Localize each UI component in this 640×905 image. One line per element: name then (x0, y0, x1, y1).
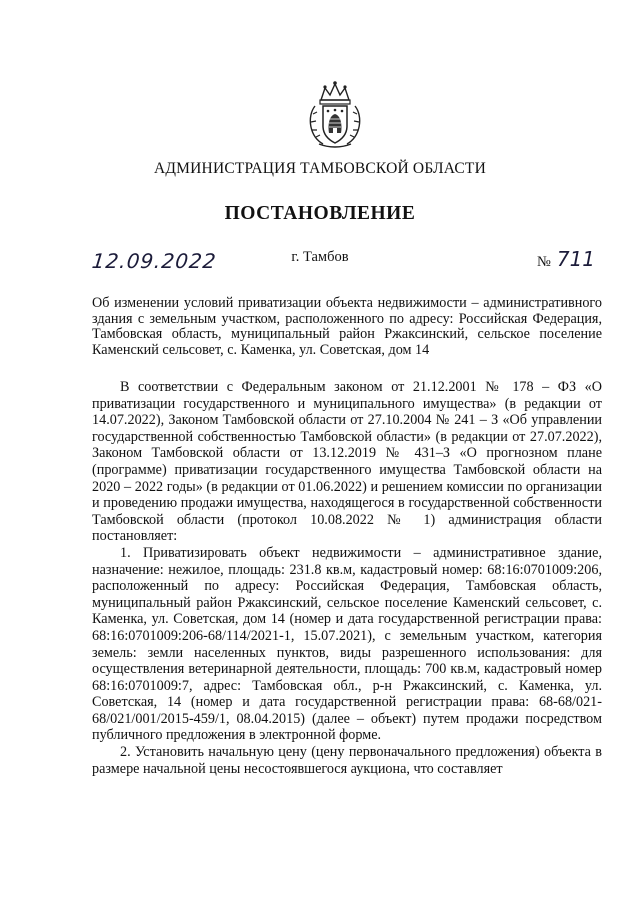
document-city: г. Тамбов (291, 249, 349, 265)
document-type-title: ПОСТАНОВЛЕНИЕ (224, 203, 416, 224)
clause-2: 2. Установить начальную цену (цену первоначального предложения) объекта в размере начальной цены несостоявшегося аукциона, что составляет (92, 744, 602, 777)
issuing-authority: АДМИНИСТРАЦИЯ ТАМБОВСКОЙ ОБЛАСТИ (154, 160, 486, 177)
tambov-coat-of-arms-icon (299, 78, 371, 150)
clause-1: 1. Приватизировать объект недвижимости – административное здание, назначение: нежилое, площадь: 231.8 кв.м, кадастровый номер: 68:16:0701009:206, расположенный по адресу: Российская Федерация, Тамбовская область, муниципальный район Ржаксинский, сельское поселение Каменский сельсовет, с. Каменка, ул. Советская, дом 14 (номер и дата государственной регистрации права: 68:16:0701009:206-68/114/2021-1, 15.07.2021), с земельным участком, категория земель: земли населенных пунктов, виды разрешенного использования: для осуществления ветеринарной деятельности, площадь: 700 кв.м, кадастровый номер 68:16:0701009:7, адрес: Тамбовская обл., р-н Ржаксинский, с. Каменка, ул. Советская, 14 (номер и дата государственной регистрации права: 68-68/021-68/021/001/2015-459/1, 08.04.2015) (далее – объект) путем продажи посредством публичного предложения в электронной форме. (92, 544, 602, 744)
document-date: 12.09.2022 (90, 249, 218, 273)
number-value: 711 (556, 247, 596, 271)
number-sign: № (537, 254, 551, 270)
preamble-paragraph: В соответствии с Федеральным законом от 21.12.2001 № 178 – ФЗ «О приватизации государственного и муниципального имущества» (в редакции от 14.07.2022), Законом Тамбовской области от 27.10.2004 № 241 – З «Об управлении государственной собственностью Тамбовской области» (в редакции от 27.07.2022), Законом Тамбовской области от 13.12.2019 № 431–З «О прогнозном плане (программе) приватизации государственного имущества Тамбовской области на 2020 – 2022 годы» (в редакции от 01.06.2022) и решением комиссии по организации и проведению продажи имущества, находящегося в государственной собственности Тамбовской области (протокол 10.08.2022 № 1) администрация области постановляет: (92, 379, 602, 545)
document-number (537, 247, 595, 271)
document-body (92, 379, 602, 777)
document-subject: Об изменении условий приватизации объекта недвижимости – административного здания с земельным участком, расположенного по адресу: Российская Федерация, Тамбовская область, муниципальный район Ржаксинский, сельское поселение Каменский сельсовет, с. Каменка, ул. Советская, дом 14 (92, 295, 602, 358)
